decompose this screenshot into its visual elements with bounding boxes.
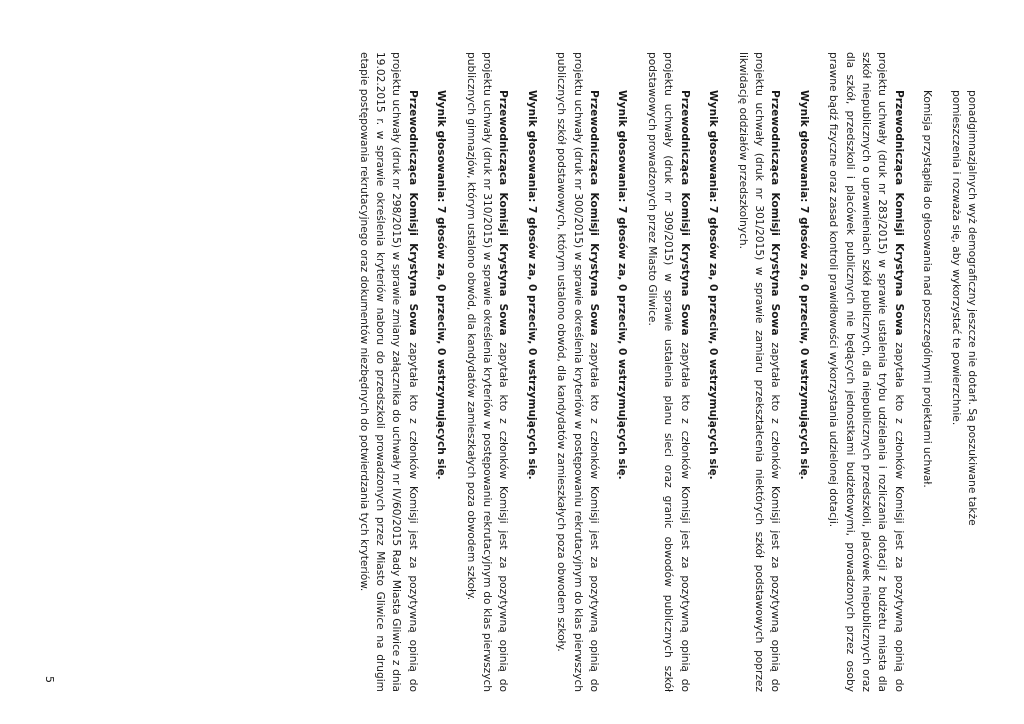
page-number: 5 — [43, 676, 56, 683]
document-body — [355, 52, 980, 692]
paragraph-druk-300 — [553, 52, 602, 692]
vote-result: Wynik głosowania: 7 głosów za, 0 przeciw, 0 wstrzymujących się. — [707, 90, 720, 480]
speaker-name: Przewodnicząca Komisji Krystyna Sowa — [406, 90, 419, 336]
paragraph-druk-298 — [355, 52, 421, 692]
paragraph-druk-301 — [734, 52, 783, 692]
vote-result: Wynik głosowania: 7 głosów za, 0 przeciw, 0 wstrzymujących się. — [525, 90, 538, 480]
paragraph-text: zapytała kto z członków Komisji jest za pozytywną opinią do projektu uchwały (druk nr 310/2015) w sprawie określenia kryteriów w postępowaniu rekrutacyjnym do klas pierwszych publicznych gimnazjów, którym ustalono obwód, dla kandydatów zamieszkałych poza obwodem szkoły. — [464, 52, 510, 692]
paragraph-text: zapytała kto z członków Komisji jest za pozytywną opinią do projektu uchwały (druk nr 298/2015) w sprawie zmiany załącznika do uchwały nr IV/60/2015 Rady Miasta Gliwice z dnia 19.02.2015 r. w sprawie określenia kryteriów naboru do przedszkoli prowadzonych przez Miasto Gliwice na drugim etapie postępowania rekrutacyjnego oraz dokumentów niezbędnych do potwierdzania tych kryteriów. — [357, 52, 419, 692]
speaker-name: Przewodnicząca Komisji Krystyna Sowa — [497, 90, 510, 336]
speaker-name: Przewodnicząca Komisji Krystyna Sowa — [588, 90, 601, 336]
paragraph-text: zapytała kto z członków Komisji jest za pozytywną opinią do projektu uchwały (druk nr 309/2015) w sprawie ustalenia planu sieci oraz granic obwodów publicznych szkół podstawowych prowadzonych przez Miasto Gliwice. — [645, 52, 691, 692]
commission-intro: Komisja przystąpiła do głosowania nad poszczególnymi projektami uchwał. — [921, 90, 934, 488]
speaker-name: Przewodnicząca Komisji Krystyna Sowa — [678, 90, 691, 336]
vote-result: Wynik głosowania: 7 głosów za, 0 przeciw, 0 wstrzymujących się. — [797, 90, 810, 480]
speaker-name: Przewodnicząca Komisji Krystyna Sowa — [892, 90, 905, 336]
vote-result: Wynik głosowania: 7 głosów za, 0 przeciw, 0 wstrzymujących się. — [435, 90, 448, 480]
intro-line-2: pomieszczenia i rozważa się, aby wykorzystać te powierzchnie. — [949, 90, 962, 426]
vote-result: Wynik głosowania: 7 głosów za, 0 przeciw, 0 wstrzymujących się. — [616, 90, 629, 480]
intro-line-1: ponadgimnazjalnych wyż demograficzny jeszcze nie dotarł. Są poszukiwane także — [966, 90, 978, 526]
paragraph-druk-283 — [825, 52, 907, 692]
paragraph-druk-309 — [644, 52, 693, 692]
paragraph-text: zapytała kto z członków Komisji jest za pozytywną opinią do projektu uchwały (druk nr 283/2015) w sprawie ustalenia trybu udzielania i rozliczania dotacji z budżetu miasta dla szkół niepublicznych o uprawnieniach szkół publicznych, dla niepublicznych przedszkoli, placówek niepublicznych oraz dla szkół, przedszkoli i placówek publicznych nie będących jednostkami budżetowymi, prowadzonych przez osoby prawne bądź fizyczne oraz zasad kontroli prawidłowości wykorzystania udzielonej dotacji. — [827, 52, 905, 692]
paragraph-text: zapytała kto z członków Komisji jest za pozytywną opinią do projektu uchwały (druk nr 300/2015) w sprawie określenia kryteriów w postępowaniu rekrutacyjnym do klas pierwszych publicznych szkół podstawowych, którym ustalono obwód, dla kandydatów zamieszkałych poza obwodem szkoły. — [555, 52, 601, 692]
paragraph-druk-310 — [462, 52, 511, 692]
paragraph-text: zapytała kto z członków Komisji jest za pozytywną opinią do projektu uchwały (druk nr 301/2015) w sprawie zamiaru przekształcenia niektórych szkół podstawowych poprzez likwidację oddziałów przedszkolnych. — [736, 52, 782, 692]
speaker-name: Przewodnicząca Komisji Krystyna Sowa — [769, 90, 782, 336]
